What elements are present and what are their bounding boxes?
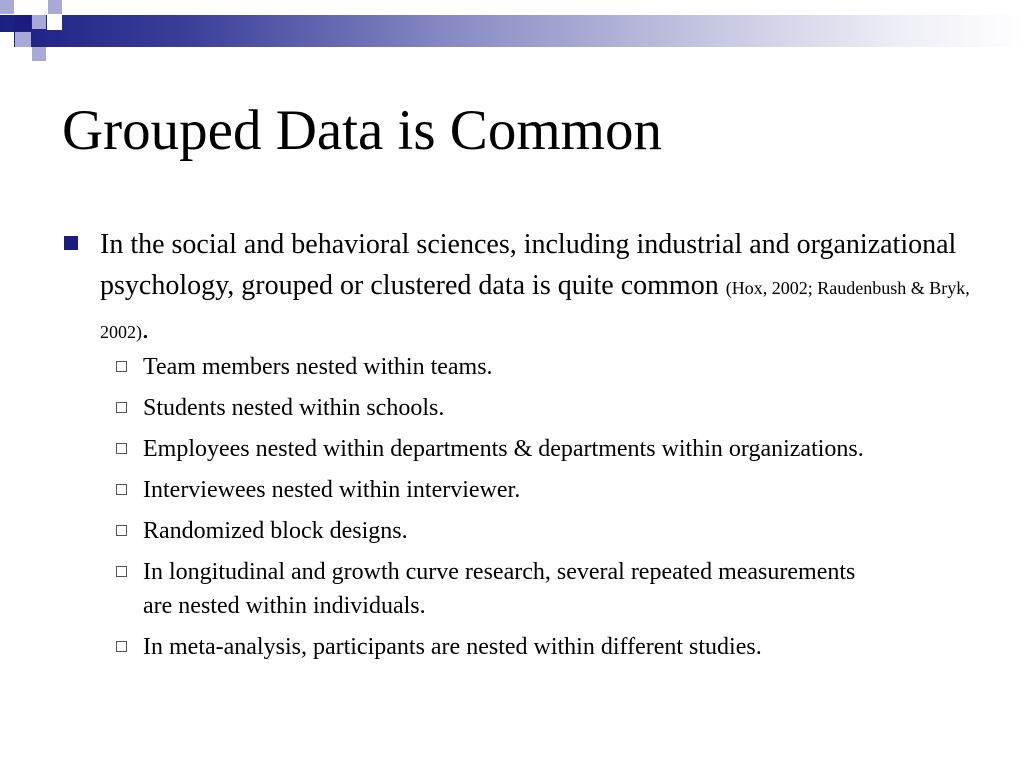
list-item-text: Team members nested within teams.: [143, 354, 493, 380]
hollow-square-bullet-icon: [116, 525, 127, 536]
corner-light-square: [48, 0, 62, 14]
hollow-square-bullet-icon: [116, 402, 127, 413]
list-item: [116, 473, 876, 507]
list-item: [116, 350, 876, 384]
citation: (Hox, 2002; Raudenbush & Bryk, 2002): [100, 278, 970, 342]
hollow-square-bullet-icon: [116, 641, 127, 652]
hollow-square-bullet-icon: [116, 566, 127, 577]
hollow-square-bullet-icon: [116, 361, 127, 372]
hollow-square-bullet-icon: [116, 443, 127, 454]
corner-navy-square: [15, 15, 31, 31]
list-item: [116, 514, 876, 548]
corner-light-square: [32, 15, 46, 29]
list-item-text: Employees nested within departments & departments within organizations.: [143, 436, 864, 462]
main-bullet-text: [100, 224, 980, 353]
list-item-text: In meta-analysis, participants are nested within different studies.: [143, 634, 762, 660]
list-item-text: Interviewees nested within interviewer.: [143, 477, 521, 503]
list-item: [116, 630, 876, 664]
list-item-text: Randomized block designs.: [143, 518, 408, 544]
list-item: [116, 432, 876, 466]
main-bullet-ending: .: [142, 314, 149, 345]
square-bullet-icon: [64, 236, 78, 250]
list-item: [116, 555, 876, 623]
main-bullet-body: In the social and behavioral sciences, including industrial and organizational psychology, grouped or clustered data is quite common: [100, 229, 957, 301]
header-gradient-bar: [0, 15, 1024, 47]
sub-bullet-list: [116, 350, 876, 671]
corner-light-square: [32, 47, 46, 61]
list-item-text: In longitudinal and growth curve research, several repeated measurements are nested within individuals.: [143, 559, 856, 619]
corner-white-square: [0, 32, 14, 47]
list-item-text: Students nested within schools.: [143, 395, 445, 421]
corner-white-square: [47, 15, 62, 30]
list-item: [116, 391, 876, 425]
corner-light-square: [0, 0, 14, 14]
slide-title: Grouped Data is Common: [62, 99, 663, 162]
hollow-square-bullet-icon: [116, 484, 127, 495]
corner-light-square: [15, 32, 31, 47]
